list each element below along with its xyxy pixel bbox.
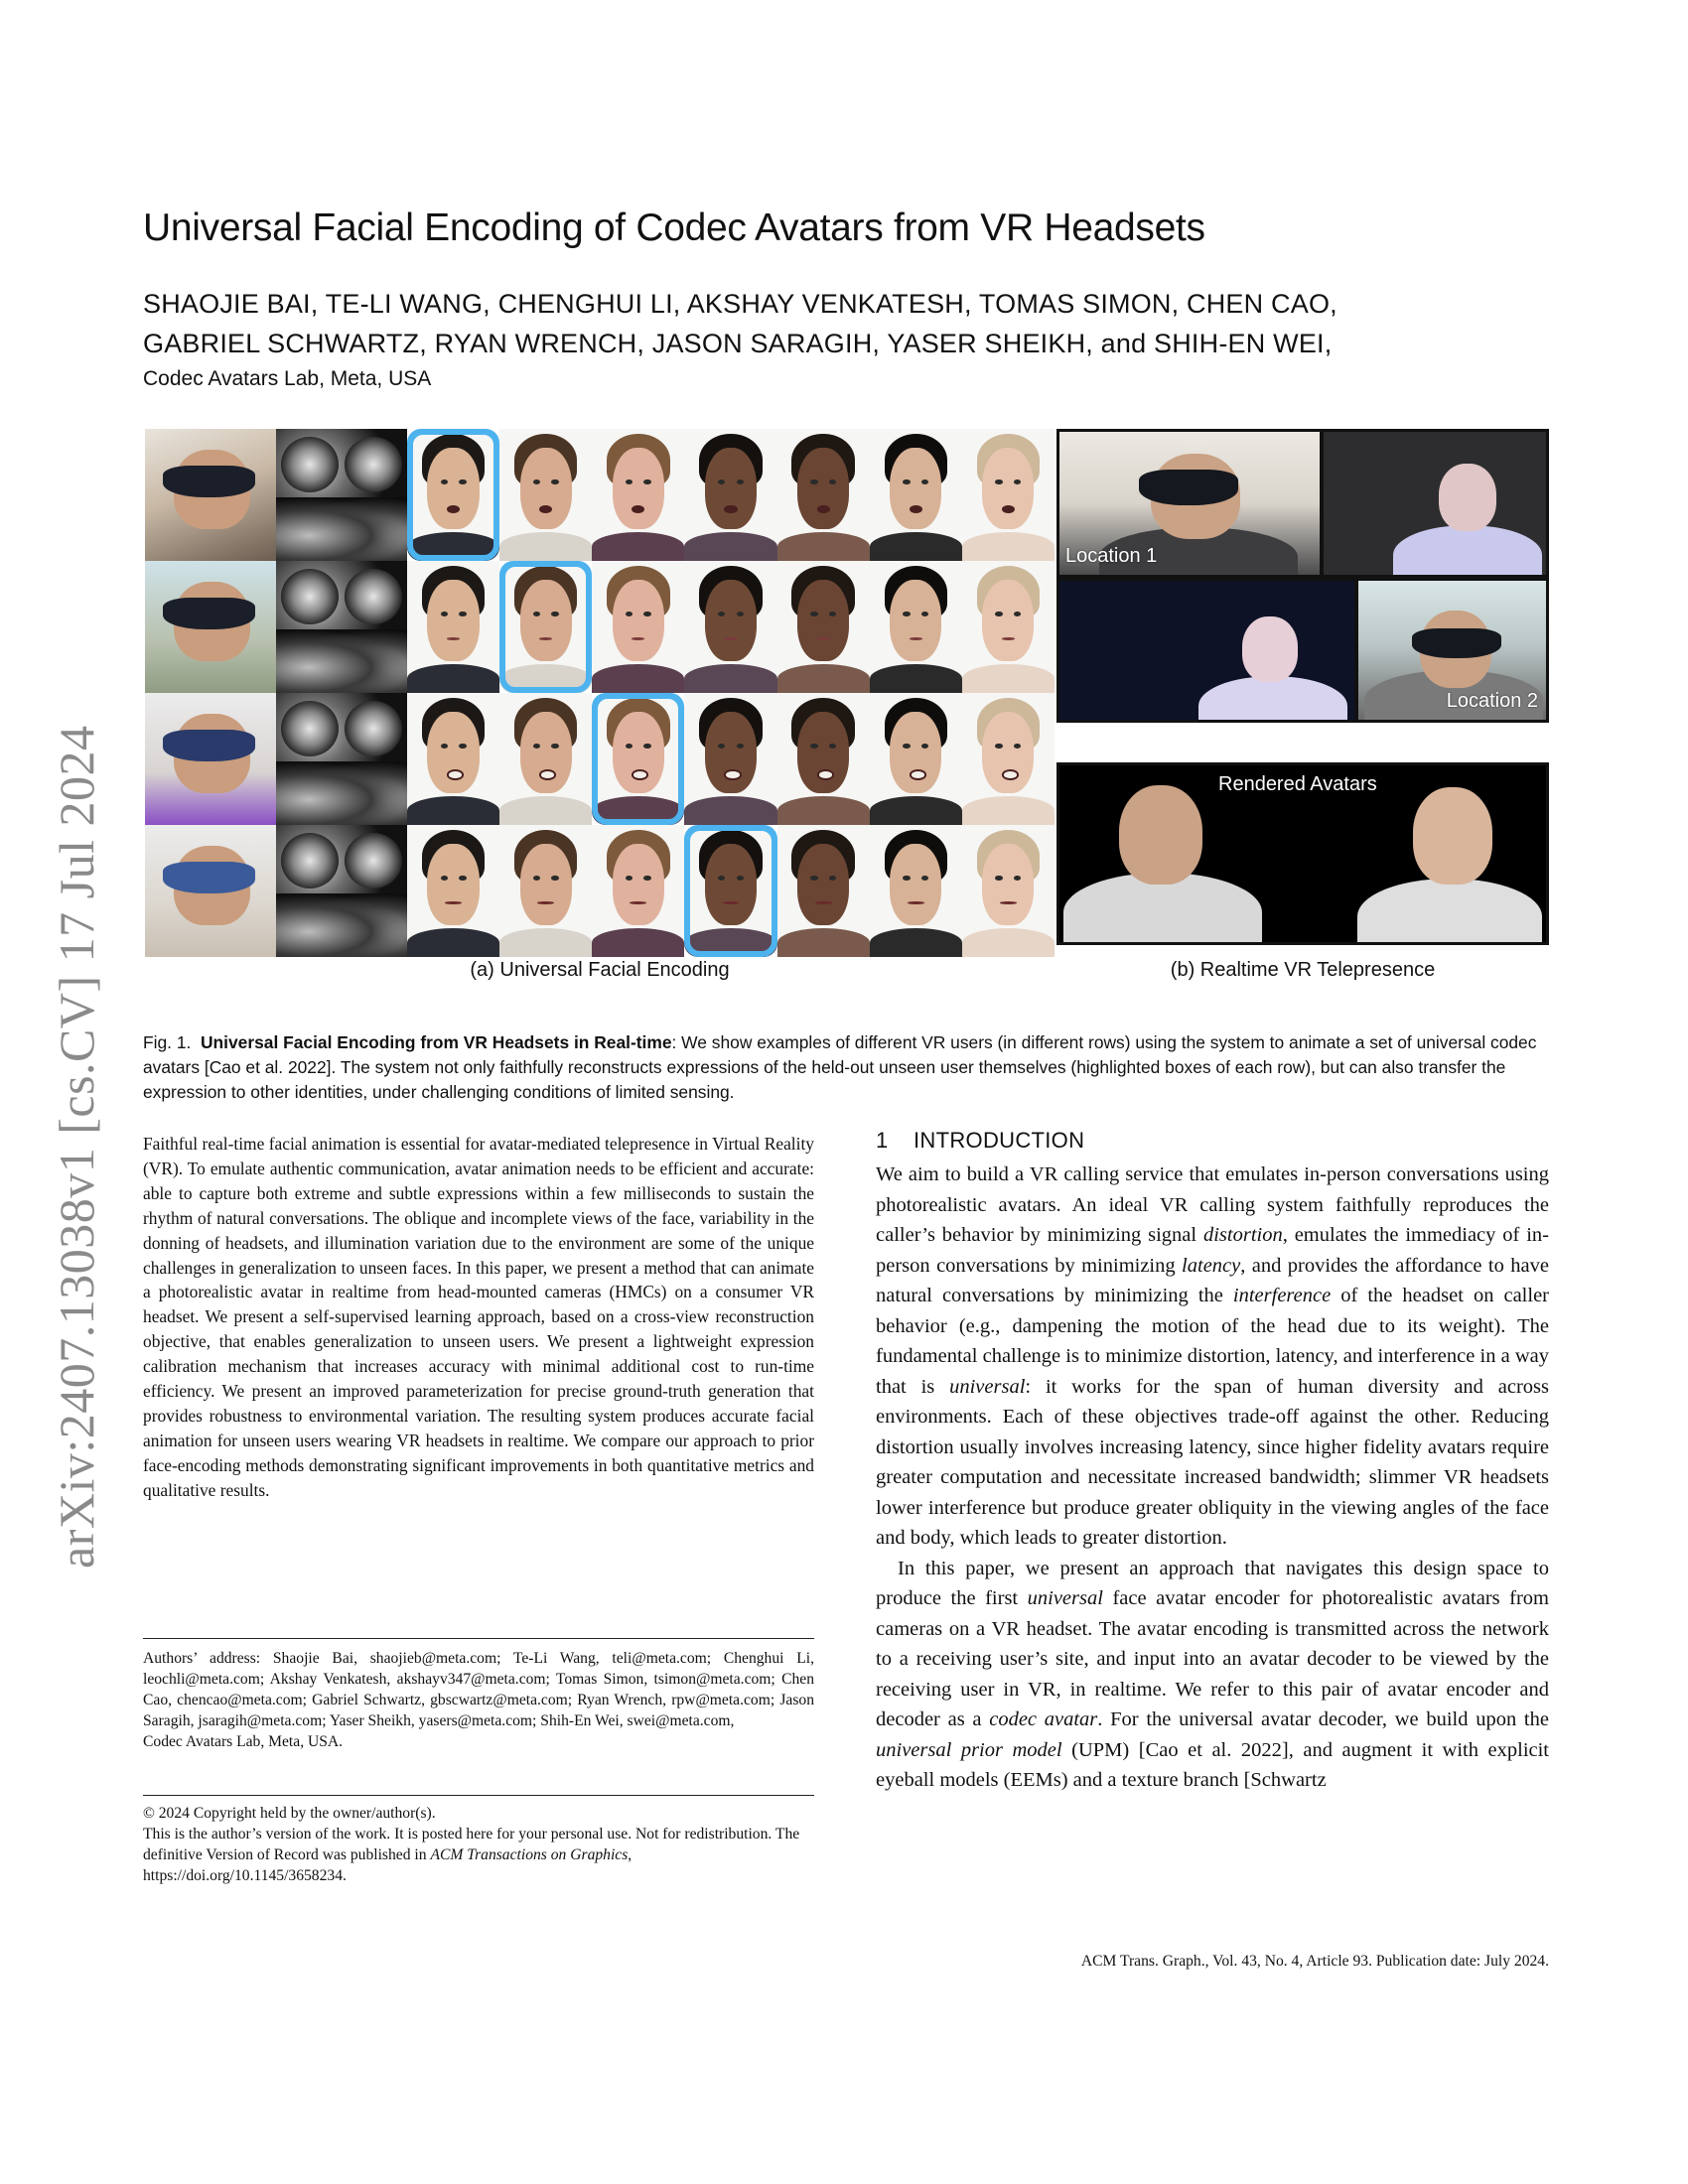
paper-title: Universal Facial Encoding of Codec Avatars from VR Headsets [143, 206, 1205, 249]
intro-paragraph-1: We aim to build a VR calling service that emulates in-person conversations using photorealistic avatars. An ideal VR calling system faithfully reproduces the caller’s behavior by minimizing signal distortion, emulates the immediacy of in-person conversations by minimizing latency, and provides the affordance to have natural conversations by minimizing the interference of the headset on caller behavior (e.g., dampening the motion of the head due to its weight). The fundamental challenge is to minimize distortion, latency, and interference in a way that is universal: it works for the span of human diversity and across environments. Each of these objectives trade-off against the other. Reducing distortion usually involves increasing latency, since higher fidelity avatars require greater computation and necessitate increased bandwidth; slimmer VR headsets lower interference but produce greater obliquity in the viewing angles of the face and body, which leads to greater distortion. [876, 1163, 1549, 1549]
figure-caption-title: Universal Facial Encoding from VR Headsets in Real-time [201, 1032, 672, 1052]
avatar-render [407, 693, 499, 825]
avatar-render [499, 429, 592, 561]
subfigure-b-caption: (b) Realtime VR Telepresence [1170, 959, 1436, 981]
figure-label: Fig. 1. [143, 1032, 192, 1052]
avatar-render [777, 429, 870, 561]
hmc-camera-view [276, 693, 407, 825]
author-line: GABRIEL SCHWARTZ, RYAN WRENCH, JASON SARAGIH, YASER SHEIKH, and SHIH-EN WEI, [143, 329, 1333, 358]
location-1-photo [1056, 429, 1549, 578]
avatar-render-highlighted [592, 693, 684, 825]
avatar-render [407, 561, 499, 693]
headset-user-photo [145, 693, 276, 825]
avatar-render [684, 429, 776, 561]
headset-user-photo [145, 429, 276, 561]
avatar-render [684, 693, 776, 825]
hmc-camera-view [276, 429, 407, 561]
avatar-render [777, 693, 870, 825]
avatar-render [870, 429, 962, 561]
intro-paragraph-2: In this paper, we present an approach that navigates this design space to produce the first universal face avatar encoder for photorealistic avatars from cameras on a VR headset. The avatar encoding is transmitted across the network to a receiving user’s site, and input into an avatar decoder to be viewed by the receiving user in VR, in realtime. We refer to this pair of avatar encoder and decoder as a codec avatar. For the universal avatar decoder, we build upon the universal prior model (UPM) [Cao et al. 2022], and augment it with explicit eyeball models (EEMs) and a texture branch [Schwartz [876, 1557, 1550, 1791]
section-number: 1 [876, 1128, 889, 1153]
introduction-section [876, 1128, 1549, 1796]
avatar-render [499, 693, 592, 825]
rendered-avatars-label: Rendered Avatars [1218, 773, 1377, 795]
avatar-render [592, 561, 684, 693]
avatar-render [962, 825, 1055, 957]
footnote-divider [143, 1795, 814, 1796]
location-2-photo [1056, 578, 1549, 723]
avatar-render [962, 561, 1055, 693]
location-2-label: Location 2 [1446, 690, 1538, 712]
avatar-render-highlighted [407, 429, 499, 561]
avatar-render-highlighted [684, 825, 776, 957]
hmc-camera-view [276, 825, 407, 957]
rendered-avatars-panel [1056, 762, 1549, 945]
journal-footer: ACM Trans. Graph., Vol. 43, No. 4, Article 93. Publication date: July 2024. [1080, 1953, 1549, 1970]
subfigure-a-caption: (a) Universal Facial Encoding [470, 959, 730, 981]
location-1-label: Location 1 [1065, 545, 1158, 567]
avatar-render [684, 561, 776, 693]
avatar-render [962, 693, 1055, 825]
authors-address-footnote: Authors’ address: Shaojie Bai, shaojieb@meta.com; Te-Li Wang, teli@meta.com; Chenghui Li, leochli@meta.com; Akshay Venkatesh, akshayv347@meta.com; Tomas Simon, tsimon@meta.com; Chen Cao, chencao@meta.com; Gabriel Schwartz, gbscwartz@meta.com; Ryan Wrench, rpw@meta.com; Jason Saragih, jsaragih@meta.com; Yaser Sheikh, yasers@meta.com; Shih-En Wei, swei@meta.com, Codec Avatars Lab, Meta, USA. [143, 1650, 814, 1750]
copyright-footnote: © 2024 Copyright held by the owner/author(s). This is the author’s version of the work. It is posted here for your personal use. Not for redistribution. The definitive Version of Record was published in ACM Transactions on Graphics, https://doi.org/10.1145/3658234. [143, 1805, 800, 1884]
avatar-render [499, 825, 592, 957]
avatar-render-highlighted [499, 561, 592, 693]
avatar-render [407, 825, 499, 957]
footnote-divider [143, 1638, 814, 1639]
remote-avatar-monitor [1059, 581, 1354, 720]
arxiv-identifier-stamp: arXiv:2407.13038v1 [cs.CV] 17 Jul 2024 [49, 725, 104, 1569]
figure-caption [143, 1030, 1549, 1105]
section-heading [876, 1128, 1549, 1154]
headset-user-photo [145, 825, 276, 957]
avatar-render [777, 561, 870, 693]
avatar-render [962, 429, 1055, 561]
affiliation: Codec Avatars Lab, Meta, USA [143, 367, 432, 390]
author-list [143, 284, 1553, 363]
remote-avatar-monitor [1324, 432, 1546, 575]
avatar-render [592, 825, 684, 957]
avatar-render [870, 561, 962, 693]
avatar-render [870, 825, 962, 957]
avatar-render [592, 429, 684, 561]
author-line: SHAOJIE BAI, TE-LI WANG, CHENGHUI LI, AKSHAY VENKATESH, TOMAS SIMON, CHEN CAO, [143, 289, 1337, 319]
section-title: INTRODUCTION [914, 1128, 1085, 1153]
avatar-render [777, 825, 870, 957]
doi-link[interactable]: , https://doi.org/10.1145/3658234. [143, 1846, 633, 1884]
figure-caption-body: : We show examples of different VR users (in different rows) using the system to animate a set of universal codec avatars [Cao et al. 2022]. The system not only faithfully reconstructs expressions of the held-out unseen user themselves (highlighted boxes of each row), but can also transfer the expression to other identities, under challenging conditions of limited sensing. [143, 1032, 1537, 1102]
avatar-render [870, 693, 962, 825]
abstract: Faithful real-time facial animation is essential for avatar-mediated telepresence in Virtual Reality (VR). To emulate authentic communication, avatar animation needs to be efficient and accurate: able to capture both extreme and subtle expressions within a few milliseconds to sustain the rhythm of natural conversations. The oblique and incomplete views of the face, variability in the donning of headsets, and illumination variation due to the environment are some of the unique challenges in generalization to unseen faces. In this paper, we present a method that can animate a photorealistic avatar in realtime from head-mounted cameras (HMCs) on a consumer VR headset. We present a self-supervised learning approach, based on a cross-view reconstruction objective, that enables generalization to unseen users. We present a lightweight expression calibration mechanism that increases accuracy with minimal additional cost to run-time efficiency. We present an improved parameterization for precise ground-truth generation that provides robustness to environmental variation. The resulting system produces accurate facial animation for unseen users wearing VR headsets in realtime. We compare our approach to prior face-encoding methods demonstrating significant improvements in both quantitative metrics and qualitative results. [143, 1134, 814, 1500]
figure-universal-facial-encoding [145, 429, 1055, 957]
hmc-camera-view [276, 561, 407, 693]
headset-user-photo [145, 561, 276, 693]
